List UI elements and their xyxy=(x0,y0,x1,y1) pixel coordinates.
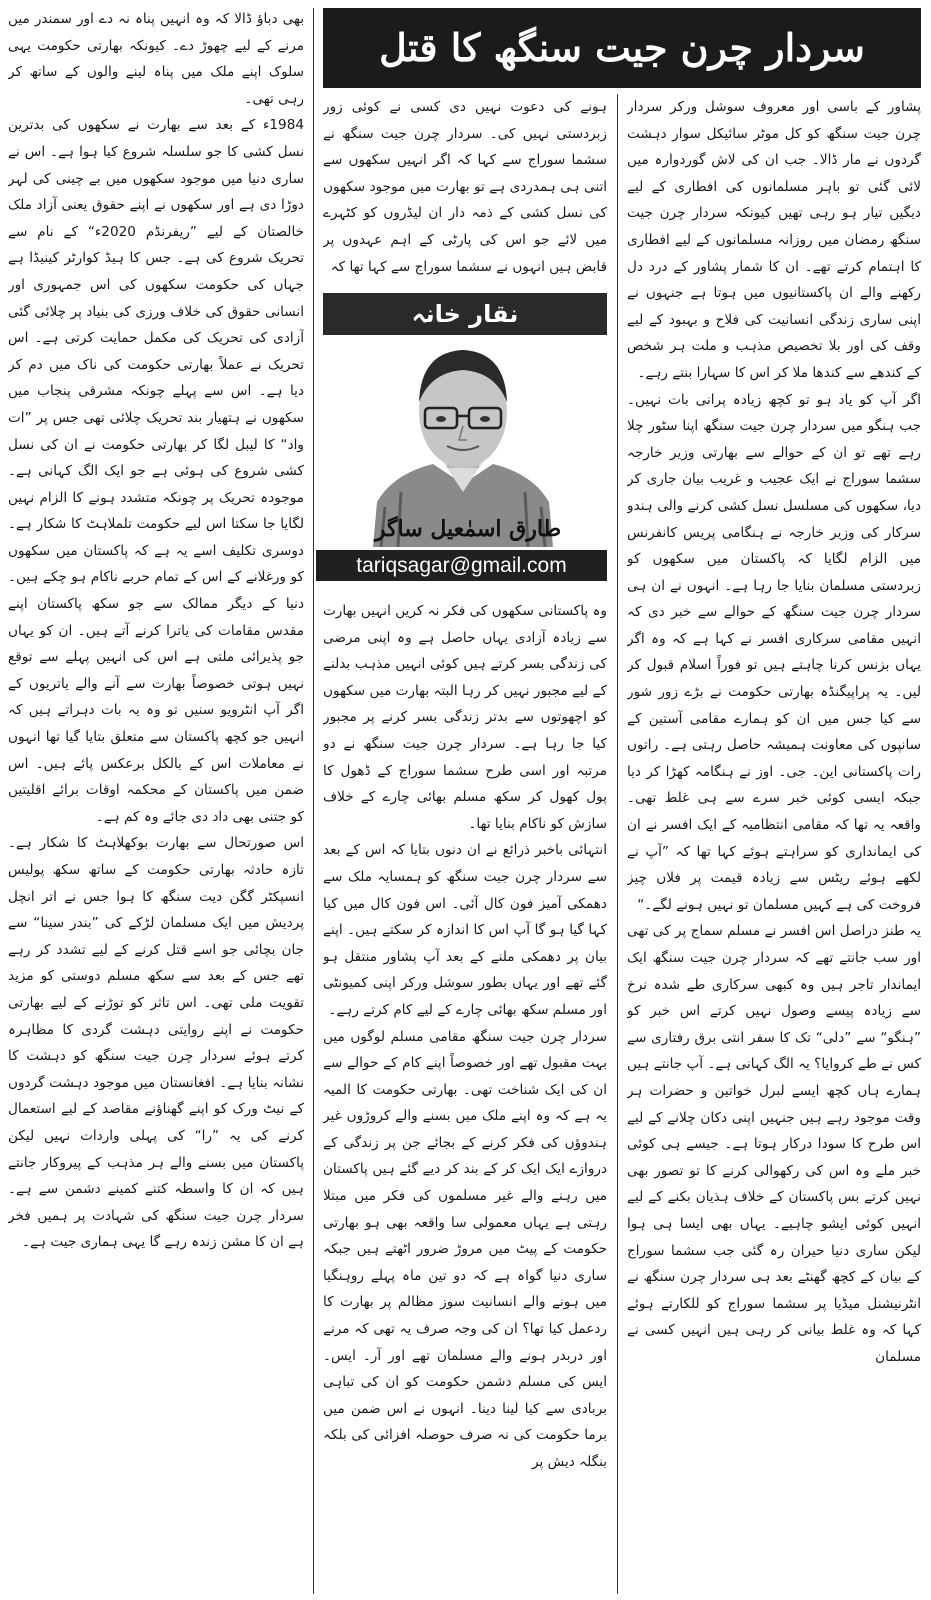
article-column-left xyxy=(8,6,304,1594)
paragraph: سردار چرن جیت سنگھ مقامی مسلم لوگوں میں بہت مقبول تھے اور خصوصاً اپنے کام کے حوالے سے ان کی ایک شناخت تھی۔ بھارتی حکومت کا المیہ یہ ہے کہ وہ اپنے ملک میں بسنے والے کروڑوں غیر ہندوؤں کی فکر کرنے کے بجائے جن پر زندگی کے دروازے ایک ایک کر کے بند کر دیے گئے ہیں پاکستان میں رہنے والے غیر مسلموں کی فکر میں مبتلا رہتی ہے یہاں معمولی سا واقعہ بھی ہو بھارتی حکومت کے پیٹ میں مروڑ ضرور اٹھتے ہیں جبکہ ساری دنیا گواہ ہے کہ دو تین ماہ پہلے روہنگیا میں ہونے والے انسانیت سوز مظالم پر بھارت کا ردعمل کیا تھا؟ ان کی وجہ صرف یہ تھی کہ مرنے اور دربدر ہونے والے مسلمان تھے اور آر۔ ایس۔ ایس کی مسلم دشمن حکومت کو ان کی تباہی بربادی سے کیا لینا دینا۔ انہوں نے اس ضمن میں برما حکومت کی نہ صرف حوصلہ افزائی کی بلکہ بنگلہ دیش پر xyxy=(323,1028,607,1470)
article-column-middle-bottom xyxy=(323,598,607,1594)
column-divider xyxy=(313,8,314,1594)
article-column-right xyxy=(627,94,921,1594)
column-logo: نقار خانہ xyxy=(323,293,607,335)
author-email[interactable]: tariqsagar@gmail.com xyxy=(316,550,607,581)
paragraph: پشاور کے باسی اور معروف سوشل ورکر سردار چرن جیت سنگھ کو کل موٹر سائیکل سوار دہشت گردوں نے مار ڈالا۔ جب ان کی لاش گوردوارہ میں لائی گئی تو باہر مسلمانوں کی افطاری کے لیے دیگیں تیار ہو رہی تھیں کیونکہ سردار چرن جیت سنگھ رمضان میں روزانہ مسلمانوں کے لیے افطاری کا اہتمام کرتے تھے۔ ان کا شمار پشاور کے درد دل رکھنے والے ان پاکستانیوں میں ہوتا ہے جنہوں نے اپنی ساری زندگی انسانیت کی فلاح و بہبود کے لیے وقف کی اور بلا تخصیص مذہب و ملت ہر شخص کے کندھے سے کندھا ملا کر اس کا سہارا بنتے رہے۔ xyxy=(627,99,921,381)
author-name: طارق اسمٰعیل ساگر xyxy=(374,516,562,542)
paragraph: بھی دباؤ ڈالا کہ وہ انہیں پناہ نہ دے اور سمندر میں مرنے کے لیے چھوڑ دے۔ کیونکہ بھارتی حکومت یہی سلوک اپنے ملک میں پناہ لینے والوں کے ساتھ کر رہی تھی۔ xyxy=(8,11,304,107)
headline: سردار چرن جیت سنگھ کا قتل xyxy=(323,8,921,88)
article-column-middle-top xyxy=(323,94,607,294)
paragraph: ہونے کی دعوت نہیں دی کسی نے کوئی زور زبردستی نہیں کی۔ سردار چرن جیت سنگھ نے سشما سوراج سے کہا کہ اگر انہیں سکھوں سے اتنی ہی ہمدردی ہے تو بھارت میں موجود سکھوں کی نسل کشی کے ذمہ دار ان لیڈروں کو کٹہرے میں لائے جو اس کی پارٹی کے اہم عہدوں پر قابض ہیں انہوں نے سشما سوراج سے کہا تھا کہ xyxy=(323,99,607,275)
paragraph: انتہائی باخبر ذرائع نے ان دنوں بتایا کہ اس کے بعد سے سردار چرن جیت سنگھ کو ہمسایہ ملک سے دھمکی آمیز فون کال آئی۔ اس فون کال میں کیا کہا گیا ہو گا آپ اس کا اندازہ کر سکتے ہیں۔ اپنے بیان پر دھمکی ملنے کے بعد آپ پشاور منتقل ہو گئے تھے اور یہاں بطور سوشل ورکر اپنی کمیونٹی اور مسلم سکھ بھائی چارے کے لیے کام کرتے رہے۔ xyxy=(323,842,607,1018)
paragraph: یہ طنز دراصل اس افسر نے مسلم سماج پر کی تھی اور سب جانتے تھے کہ سردار چرن جیت سنگھ ایک ایماندار تاجر ہیں وہ کبھی سرکاری طے شدہ نرخ سے زیادہ پیسے وصول نہیں کرتے اس خبر کو ”ہنگو“ سے ”دلی“ تک کا سفر انتی برق رفتاری سے کس نے طے کروایا؟ یہ الگ کہانی ہے۔ آپ جانتے ہیں ہمارے ہاں کچھ ایسے لبرل خواتین و حضرات ہر وقت موجود رہے ہیں جنہیں اپنی دکان چلانے کے لیے اس طرح کا سودا درکار ہوتا ہے۔ جیسے ہی کوئی خبر ملے وہ اس کی رکھوالی کرنے کا تو تصور بھی نہیں کرتے بس پاکستان کے خلاف ہذیان بکنے کے لیے انہیں کوئی ایشو چاہیے۔ یہاں بھی ایسا ہی ہوا لیکن ساری دنیا حیران رہ گئی جب سشما سوراج کے بیان کے کچھ گھنٹے بعد ہی سردار چرن سنگھ نے انٹرنیشنل میڈیا پر سشما سوراج کو للکارتے ہوئے کہا کہ وہ غلط بیانی کر رہی ہیں انہیں کسی نے مسلمان xyxy=(627,923,921,1365)
paragraph: 1984ء کے بعد سے بھارت نے سکھوں کی بدترین نسل کشی کا جو سلسلہ شروع کیا ہوا ہے۔ اس نے ساری دنیا میں موجود سکھوں میں بے چینی کی لہر دوڑا دی ہے اور سکھوں نے اپنے حقوق یعنی آزاد ملک خالصتان کے لیے ”ریفرنڈم 2020ء“ کے نام سے تحریک شروع کی ہے۔ جس کا ہیڈ کوارٹر کینیڈا ہے جہاں کی حکومت سکھوں کی اس جمہوری اور انسانی حقوق کی خلاف ورزی کی بنیاد پر چلائی گئی آزادی کی تحریک کی مکمل حمایت کرتی ہے۔ اس تحریک نے عملاً بھارتی حکومت کی ناک میں دم کر دیا ہے۔ اس سے پہلے چونکہ مشرقی پنجاب میں سکھوں نے ہتھیار بند تحریک چلائی تھی جس پر ”ات واد“ کا لیبل لگا کر بھارتی حکومت نے ان کی نسل کشی شروع کی ہوئی ہے جو ایک الگ کہانی ہے۔ موجودہ تحریک پر چونکہ متشدد ہونے کا الزام نہیں لگایا جا سکتا اس لیے حکومت تلملاہٹ کا شکار ہے۔ دوسری تکلیف اسے یہ ہے کہ پاکستان میں سکھوں کو ورغلانے کے اس کے تمام حربے ناکام ہو چکے ہیں۔ دنیا کے دیگر ممالک سے جو سکھ پاکستان اپنے مقدس مقامات کی یاترا کرنے آتے ہیں۔ ان کو یہاں جو پذیرائی ملتی ہے اس کی انہیں پہلے سے توقع نہیں ہوتی خصوصاً بھارت سے آنے والے یاتریوں کے اگر آپ انٹرویو سنیں تو وہ یہ بات دہراتے ہیں کہ انہیں جو کچھ پاکستان سے متعلق بتایا گیا تھا انہوں نے معاملات اس کے بالکل برعکس پائے ہیں۔ اس ضمن میں پاکستان کے محکمہ اوقات برائے اقلیتیں کو جتنی بھی داد دی جائے وہ کم ہے۔ xyxy=(8,117,304,825)
paragraph: اس صورتحال سے بھارت بوکھلاہٹ کا شکار ہے۔ تازہ حادثہ بھارتی حکومت کے ساتھ سکھ پولیس انسپکٹر گگن دیت سنگھ کا ہوا جس نے اتر انچل پردیش میں ایک مسلمان لڑکے کی ”بندر سینا“ سے جان بچائی جو اسے قتل کرنے کے لیے تشدد کر رہے تھے جس کے بعد سے سکھ مسلم دوستی کو مزید تقویت ملی تھی۔ اس تاثر کو توڑنے کے لیے بھارتی حکومت نے اپنے روایتی دہشت گردی کا مظاہرہ کرتے ہوئے سردار چرن جیت سنگھ کو دہشت کا نشانہ بنایا ہے۔ افغانستان میں موجود دہشت گردوں کے نیٹ ورک کو اپنے گھناؤنے مقاصد کے لیے استعمال کرنے کی یہ ”را“ کی پہلی واردات نہیں لیکن پاکستان میں بسنے والے ہر مذہب کے پیروکار جانتے ہیں کہ ان کا واسطہ کتنے کمینے دشمن سے ہے۔ سردار چرن جیت سنگھ کی شہادت پر ہمیں فخر ہے ان کا مشن زندہ رہے گا یہی ہماری جیت ہے۔ xyxy=(8,835,304,1251)
paragraph: وہ پاکستانی سکھوں کی فکر نہ کریں انہیں بھارت سے زیادہ آزادی یہاں حاصل ہے وہ اپنی مرضی کی زندگی بسر کرتے ہیں کوئی انہیں مذہب بدلنے کے لیے مجبور نہیں کر رہا البتہ بھارت میں سکھوں کو اچھوتوں سے بدتر زندگی بسر کرنے پر مجبور کیا جا رہا ہے۔ سردار چرن جیت سنگھ نے دو مرتبہ اور اسی طرح سشما سوراج کے ڈھول کا پول کھول کر سکھ مسلم بھائی چارے کے خلاف سازش کو ناکام بنایا تھا۔ xyxy=(323,603,607,832)
paragraph: اگر آپ کو یاد ہو تو کچھ زیادہ پرانی بات نہیں۔ جب ہنگو میں سردار چرن جیت سنگھ اپنا سٹور چلا رہے تھے تو ان کے حوالے سے بھارتی وزیر خارجہ سشما سوراج نے ایک عجیب و غریب بیان جاری کر دیا، سکھوں کی مسلسل نسل کشی کرنے والی ہندو سرکار کی وزیر خارجہ نے ہنگامی پریس کانفرنس میں الزام لگایا کہ پاکستان میں سکھوں کو زبردستی مسلمان بنایا جا رہا ہے۔ انہوں نے ان ہی سردار چرن جیت سنگھ کے حوالے سے خبر دی کہ انہیں مقامی سرکاری افسر نے کہا ہے کہ وہ اگر یہاں بزنس کرنا چاہتے ہیں تو فوراً اسلام قبول کر لیں۔ یہ پراپیگنڈہ بھارتی حکومت نے بڑے زور شور سے کیا جس میں ان کو ہمارے مقامی آستین کے سانپوں کی معاونت ہمیشہ حاصل رہتی ہے۔ راتوں رات پاکستانی این۔ جی۔ اوز نے ہنگامہ کھڑا کر دیا جبکہ ایسی کوئی خبر سرے سے ہی غلط تھی۔ واقعہ یہ تھا کہ مقامی انتظامیہ کے ایک افسر نے ان کی ایمانداری کو سراہتے ہوئے کہا تھا کہ ”آپ نے لکھے ہوئے ریٹس سے زیادہ قیمت پر فلاں چیز فروخت کی ہے کہیں مسلمان تو نہیں ہونے لگے۔“ xyxy=(627,391,921,913)
column-divider xyxy=(617,94,618,1594)
